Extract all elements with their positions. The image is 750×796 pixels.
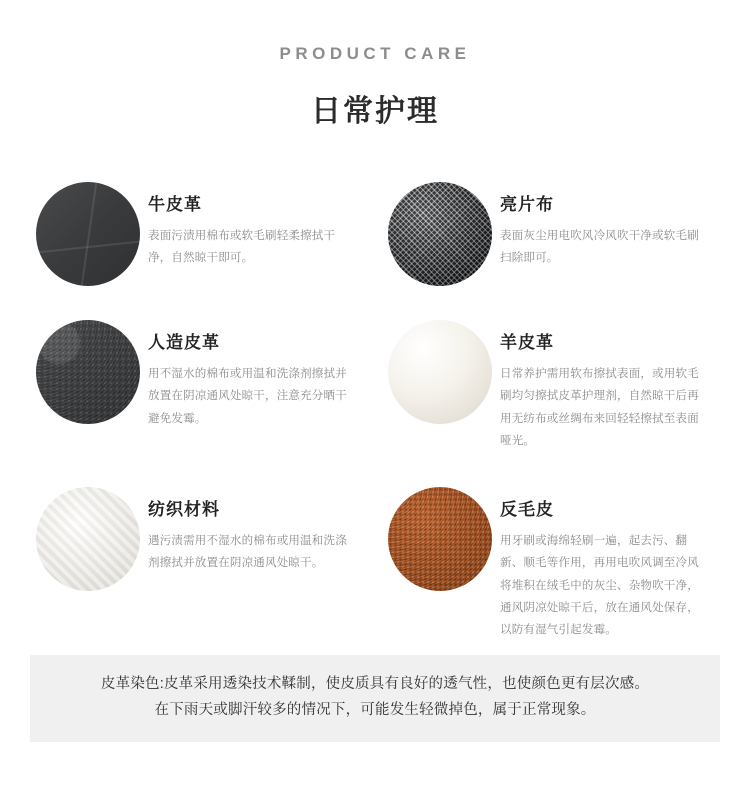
page-title: 日常护理	[311, 95, 439, 128]
care-item-title: 亮片布	[500, 195, 554, 214]
care-item	[382, 176, 720, 286]
care-item-description: 用牙刷或海绵轻刷一遍，起去污、翻新、顺毛等作用，再用电吹风调至冷风将堆积在绒毛中的灰尘、杂物吹干净，通风阴凉处晾干后，放在通风处保存，以防有湿气引起发霉。	[500, 534, 699, 637]
care-item	[382, 481, 720, 642]
care-item-description: 表面污渍用棉布或软毛刷轻柔擦拭干净，自然晾干即可。	[148, 230, 336, 265]
care-item	[30, 314, 368, 453]
care-item-description: 日常养护需用软布擦拭表面，或用软毛刷均匀擦拭皮革护理剂，自然晾干后再用无纺布或丝绸布来回轻轻擦拭至表面哑光。	[500, 368, 699, 448]
cow-leather-swatch	[36, 182, 140, 286]
care-item-description: 用不湿水的棉布或用温和洗涤剂擦拭并放置在阴凉通风处晾干，注意充分晒干避免发霉。	[148, 368, 347, 425]
care-text-block	[498, 481, 705, 642]
dyeing-note-line-1: 皮革染色:皮革采用透染技术鞣制，使皮质具有良好的透气性，也使颜色更有层次感。	[100, 676, 650, 693]
care-item-title: 纺织材料	[148, 499, 220, 519]
care-item	[30, 176, 368, 286]
swatch-wrapper	[30, 314, 146, 424]
care-text-block	[146, 176, 353, 270]
care-text-block	[146, 314, 353, 430]
dyeing-note	[30, 655, 720, 742]
care-item-description: 表面灰尘用电吹风冷风吹干净或软毛刷扫除即可。	[500, 230, 699, 265]
swatch-wrapper	[382, 481, 498, 591]
sheep-leather-swatch	[388, 320, 492, 424]
care-item-description: 遇污渍需用不湿水的棉布或用温和洗涤剂擦拭并放置在阴凉通风处晾干。	[148, 534, 347, 570]
care-item-title: 羊皮革	[500, 333, 554, 352]
care-text-block	[498, 314, 705, 453]
textile-swatch	[36, 487, 140, 591]
care-item-title: 人造皮革	[148, 333, 220, 352]
care-item-title: 牛皮革	[148, 195, 202, 214]
care-items-grid	[0, 176, 750, 642]
sequin-fabric-swatch	[388, 182, 492, 286]
page-header	[0, 0, 750, 130]
swatch-wrapper	[382, 176, 498, 286]
suede-swatch	[388, 487, 492, 591]
synthetic-leather-swatch	[36, 320, 140, 424]
care-text-block	[146, 481, 353, 575]
page-eyebrow: PRODUCT CARE	[279, 44, 471, 63]
care-item	[382, 314, 720, 453]
swatch-wrapper	[30, 176, 146, 286]
swatch-wrapper	[382, 314, 498, 424]
care-item	[30, 481, 368, 642]
dyeing-note-line-2: 在下雨天或脚汗较多的情况下，可能发生轻微掉色，属于正常现象。	[154, 701, 596, 718]
swatch-wrapper	[30, 481, 146, 591]
care-item-title: 反毛皮	[500, 499, 554, 519]
care-text-block	[498, 176, 705, 270]
